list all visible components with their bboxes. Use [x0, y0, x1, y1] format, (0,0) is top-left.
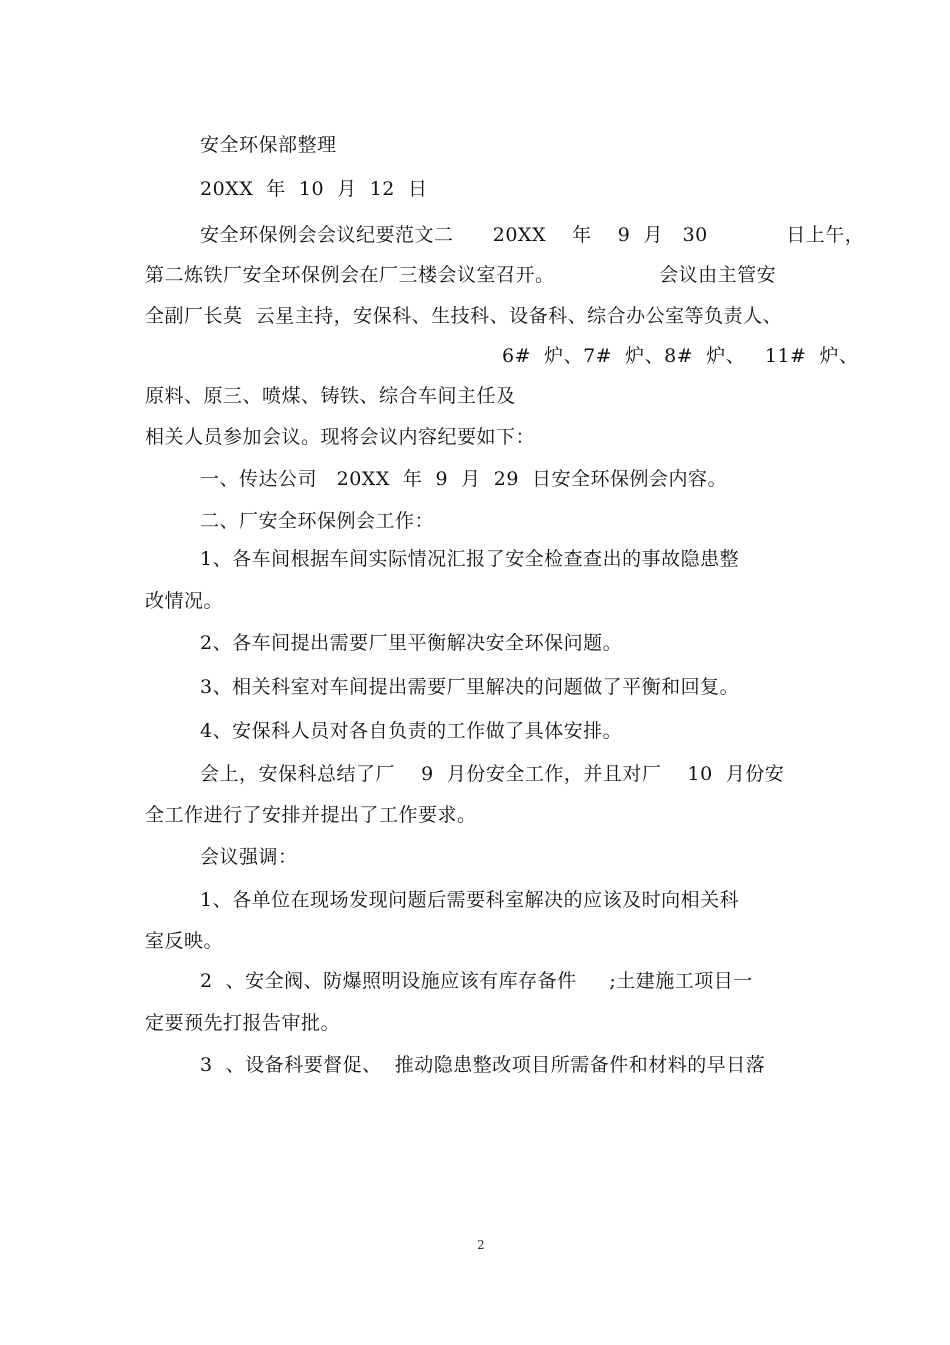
page-number: 2 — [477, 1238, 485, 1252]
doc-line-7: 原料、原三、喷煤、铸铁、综合车间主任及 — [145, 385, 516, 407]
doc-line-5: 全副厂长莫 云星主持，安保科、生技科、设备科、综合办公室等负责人、 — [145, 305, 783, 327]
doc-line-12: 改情况。 — [145, 590, 224, 612]
doc-line-22: 定要预先打报告审批。 — [145, 1012, 341, 1034]
doc-line-17: 全工作进行了安排并提出了工作要求。 — [145, 804, 477, 826]
doc-line-10: 二、厂安全环保例会工作： — [200, 510, 435, 532]
doc-line-1: 安全环保部整理 — [200, 134, 337, 156]
doc-line-11: 1、各车间根据车间实际情况汇报了安全检查查出的事故隐患整 — [200, 548, 740, 570]
doc-line-21: 2 、安全阀、防爆照明设施应该有库存备件 ;土建施工项目一 — [200, 970, 753, 992]
doc-line-2: 20XX 年 10 月 12 日 — [200, 178, 428, 200]
doc-line-20: 室反映。 — [145, 930, 224, 952]
doc-line-6: 6# 炉、7# 炉、8# 炉、 11# 炉、 — [502, 345, 859, 367]
doc-line-14: 3、相关科室对车间提出需要厂里解决的问题做了平衡和回复。 — [200, 676, 740, 698]
doc-line-8: 相关人员参加会议。现将会议内容纪要如下： — [145, 426, 536, 448]
doc-line-18: 会议强调： — [200, 846, 298, 868]
doc-line-16: 会上，安保科总结了厂 9 月份安全工作，并且对厂 10 月份安 — [200, 763, 785, 785]
doc-line-15: 4、安保科人员对各自负责的工作做了具体安排。 — [200, 720, 623, 742]
doc-line-3: 安全环保例会会议纪要范文二 20XX 年 9 月 30 日上午， — [200, 224, 865, 246]
doc-line-19: 1、各单位在现场发现问题后需要科室解决的应该及时向相关科 — [200, 889, 740, 911]
doc-line-13: 2、各车间提出需要厂里平衡解决安全环保问题。 — [200, 632, 623, 654]
doc-line-23: 3 、设备科要督促、 推动隐患整改项目所需备件和材料的早日落 — [200, 1054, 766, 1076]
doc-line-9: 一、传达公司 20XX 年 9 月 29 日安全环保例会内容。 — [200, 468, 728, 490]
doc-line-4: 第二炼铁厂安全环保例会在厂三楼会议室召开。 会议由主管安 — [145, 264, 777, 286]
